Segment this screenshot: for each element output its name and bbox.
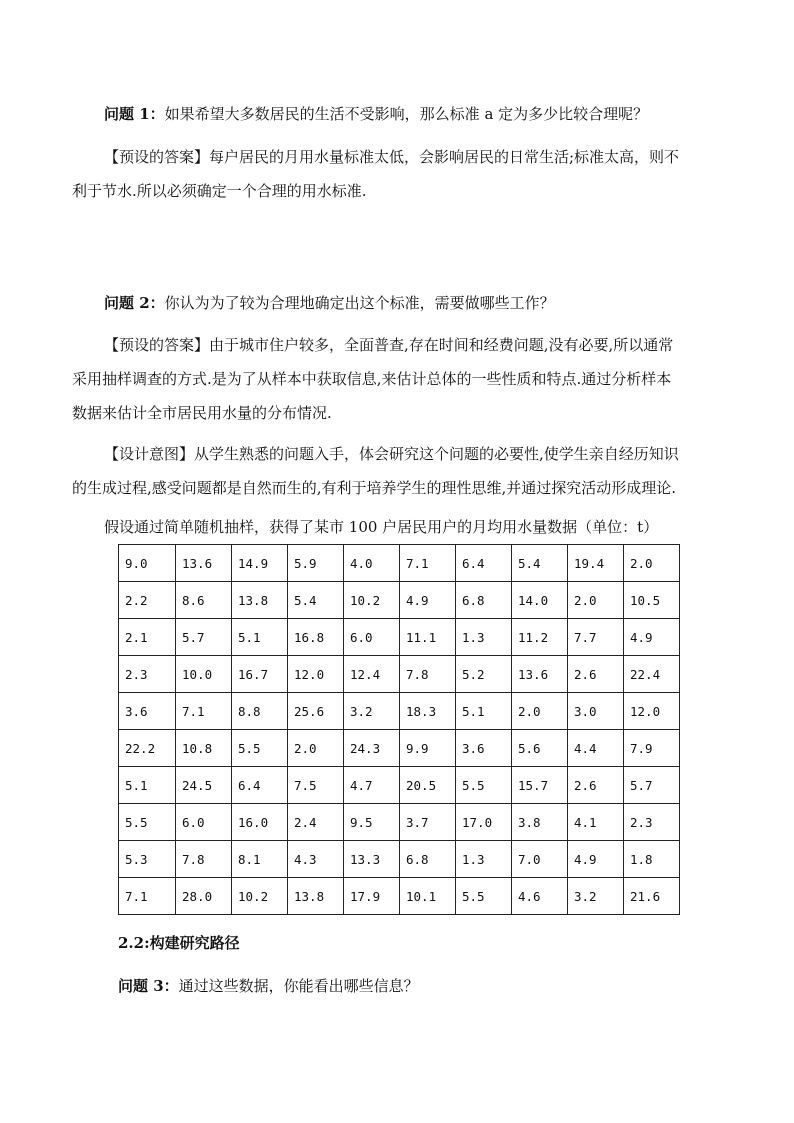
table-cell: 10.1 bbox=[400, 878, 456, 915]
table-cell: 3.6 bbox=[119, 693, 176, 730]
table-cell: 19.4 bbox=[568, 545, 624, 582]
table-cell: 16.8 bbox=[288, 619, 344, 656]
table-cell: 13.8 bbox=[232, 582, 288, 619]
table-cell: 7.8 bbox=[400, 656, 456, 693]
answer-1-line2: 利于节水.所以必须确定一个合理的用水标准. bbox=[72, 182, 367, 200]
table-cell: 2.3 bbox=[119, 656, 176, 693]
table-cell: 5.1 bbox=[232, 619, 288, 656]
design-intent-line2: 的生成过程,感受问题都是自然而生的,有利于培养学生的理性思维,并通过探究活动形成理论. bbox=[72, 479, 677, 497]
table-row bbox=[119, 545, 680, 582]
table-cell: 2.0 bbox=[512, 693, 568, 730]
table-cell: 13.8 bbox=[288, 878, 344, 915]
table-cell: 6.0 bbox=[344, 619, 400, 656]
table-cell: 4.4 bbox=[568, 730, 624, 767]
table-cell: 12.4 bbox=[344, 656, 400, 693]
table-row bbox=[119, 767, 680, 804]
answer-2-line2: 采用抽样调查的方式.是为了从样本中获取信息,来估计总体的一些性质和特点.通过分析样本 bbox=[72, 370, 672, 388]
table-cell: 5.6 bbox=[512, 730, 568, 767]
table-cell: 2.4 bbox=[288, 804, 344, 841]
table-cell: 13.6 bbox=[512, 656, 568, 693]
table-cell: 8.1 bbox=[232, 841, 288, 878]
table-row bbox=[119, 841, 680, 878]
table-cell: 2.6 bbox=[568, 656, 624, 693]
answer-2-line1: 【预设的答案】由于城市住户较多，全面普查,存在时间和经费问题,没有必要,所以通常 bbox=[104, 336, 674, 354]
table-cell: 16.7 bbox=[232, 656, 288, 693]
table-cell: 10.2 bbox=[344, 582, 400, 619]
section-heading: 2.2:构建研究路径 bbox=[118, 934, 240, 952]
table-cell: 4.9 bbox=[400, 582, 456, 619]
question-2-label: 问题 2： bbox=[104, 294, 165, 312]
table-cell: 20.5 bbox=[400, 767, 456, 804]
table-cell: 28.0 bbox=[176, 878, 232, 915]
question-3-text: 通过这些数据，你能看出哪些信息？ bbox=[178, 977, 419, 995]
table-cell: 5.1 bbox=[456, 693, 512, 730]
table-cell: 5.7 bbox=[624, 767, 680, 804]
table-row bbox=[119, 656, 680, 693]
table-cell: 2.0 bbox=[568, 582, 624, 619]
table-row bbox=[119, 693, 680, 730]
table-cell: 12.0 bbox=[624, 693, 680, 730]
table-cell: 5.4 bbox=[288, 582, 344, 619]
table-row bbox=[119, 582, 680, 619]
table-cell: 3.0 bbox=[568, 693, 624, 730]
table-row bbox=[119, 804, 680, 841]
table-cell: 2.3 bbox=[624, 804, 680, 841]
table-cell: 2.6 bbox=[568, 767, 624, 804]
table-cell: 10.0 bbox=[176, 656, 232, 693]
table-cell: 5.3 bbox=[119, 841, 176, 878]
table-cell: 18.3 bbox=[400, 693, 456, 730]
table-cell: 4.9 bbox=[624, 619, 680, 656]
table-cell: 11.2 bbox=[512, 619, 568, 656]
table-cell: 5.5 bbox=[119, 804, 176, 841]
table-cell: 4.3 bbox=[288, 841, 344, 878]
table-cell: 9.0 bbox=[119, 545, 176, 582]
table-row bbox=[119, 878, 680, 915]
table-cell: 25.6 bbox=[288, 693, 344, 730]
table-cell: 7.1 bbox=[119, 878, 176, 915]
table-cell: 5.1 bbox=[119, 767, 176, 804]
table-cell: 6.4 bbox=[232, 767, 288, 804]
table-cell: 9.5 bbox=[344, 804, 400, 841]
table-cell: 2.2 bbox=[119, 582, 176, 619]
question-3-label: 问题 3： bbox=[118, 977, 179, 995]
table-cell: 10.2 bbox=[232, 878, 288, 915]
table-cell: 3.2 bbox=[344, 693, 400, 730]
table-cell: 7.9 bbox=[624, 730, 680, 767]
answer-2 bbox=[72, 328, 674, 430]
table-cell: 14.0 bbox=[512, 582, 568, 619]
table-cell: 2.0 bbox=[288, 730, 344, 767]
table-cell: 6.0 bbox=[176, 804, 232, 841]
water-usage-table bbox=[118, 544, 680, 915]
question-1-text: 如果希望大多数居民的生活不受影响，那么标准 a 定为多少比较合理呢？ bbox=[164, 105, 649, 123]
table-cell: 5.5 bbox=[456, 878, 512, 915]
table-cell: 4.7 bbox=[344, 767, 400, 804]
table-cell: 5.4 bbox=[512, 545, 568, 582]
table-cell: 7.8 bbox=[176, 841, 232, 878]
table-cell: 13.3 bbox=[344, 841, 400, 878]
table-cell: 5.9 bbox=[288, 545, 344, 582]
table-cell: 7.5 bbox=[288, 767, 344, 804]
table-cell: 1.3 bbox=[456, 619, 512, 656]
answer-2-line3: 数据来估计全市居民用水量的分布情况. bbox=[72, 404, 332, 422]
table-cell: 13.6 bbox=[176, 545, 232, 582]
table-cell: 16.0 bbox=[232, 804, 288, 841]
table-cell: 1.8 bbox=[624, 841, 680, 878]
water-usage-table-body bbox=[119, 545, 680, 915]
table-cell: 4.1 bbox=[568, 804, 624, 841]
question-2 bbox=[104, 286, 555, 320]
table-cell: 5.2 bbox=[456, 656, 512, 693]
table-cell: 5.7 bbox=[176, 619, 232, 656]
table-row bbox=[119, 730, 680, 767]
table-cell: 22.2 bbox=[119, 730, 176, 767]
question-2-text: 你认为为了较为合理地确定出这个标准，需要做哪些工作？ bbox=[164, 294, 555, 312]
table-cell: 6.4 bbox=[456, 545, 512, 582]
table-cell: 14.9 bbox=[232, 545, 288, 582]
table-cell: 3.7 bbox=[400, 804, 456, 841]
question-1-label: 问题 1： bbox=[104, 105, 165, 123]
table-row bbox=[119, 619, 680, 656]
question-1 bbox=[104, 97, 648, 131]
table-cell: 10.5 bbox=[624, 582, 680, 619]
table-cell: 7.7 bbox=[568, 619, 624, 656]
table-cell: 21.6 bbox=[624, 878, 680, 915]
table-cell: 24.5 bbox=[176, 767, 232, 804]
table-cell: 17.9 bbox=[344, 878, 400, 915]
table-cell: 3.6 bbox=[456, 730, 512, 767]
table-cell: 4.6 bbox=[512, 878, 568, 915]
table-cell: 6.8 bbox=[456, 582, 512, 619]
design-intent-line1: 【设计意图】从学生熟悉的问题入手，体会研究这个问题的必要性,使学生亲自经历知识 bbox=[104, 445, 679, 463]
table-cell: 10.8 bbox=[176, 730, 232, 767]
table-intro: 假设通过简单随机抽样，获得了某市 100 户居民用户的月均用水量数据（单位：t） bbox=[104, 518, 659, 536]
table-cell: 3.8 bbox=[512, 804, 568, 841]
table-cell: 5.5 bbox=[232, 730, 288, 767]
table-cell: 7.1 bbox=[176, 693, 232, 730]
design-intent bbox=[72, 437, 679, 505]
table-cell: 11.1 bbox=[400, 619, 456, 656]
table-cell: 3.2 bbox=[568, 878, 624, 915]
table-cell: 8.8 bbox=[232, 693, 288, 730]
table-cell: 2.0 bbox=[624, 545, 680, 582]
table-cell: 24.3 bbox=[344, 730, 400, 767]
table-cell: 7.0 bbox=[512, 841, 568, 878]
table-cell: 9.9 bbox=[400, 730, 456, 767]
table-cell: 4.0 bbox=[344, 545, 400, 582]
table-cell: 6.8 bbox=[400, 841, 456, 878]
table-cell: 5.5 bbox=[456, 767, 512, 804]
table-cell: 22.4 bbox=[624, 656, 680, 693]
table-cell: 7.1 bbox=[400, 545, 456, 582]
answer-1 bbox=[72, 140, 680, 208]
answer-1-line1: 【预设的答案】每户居民的月用水量标准太低，会影响居民的日常生活;标准太高，则不 bbox=[104, 148, 680, 166]
table-cell: 17.0 bbox=[456, 804, 512, 841]
question-3 bbox=[118, 969, 419, 1003]
table-cell: 15.7 bbox=[512, 767, 568, 804]
table-cell: 8.6 bbox=[176, 582, 232, 619]
table-cell: 1.3 bbox=[456, 841, 512, 878]
table-cell: 12.0 bbox=[288, 656, 344, 693]
table-cell: 4.9 bbox=[568, 841, 624, 878]
table-cell: 2.1 bbox=[119, 619, 176, 656]
